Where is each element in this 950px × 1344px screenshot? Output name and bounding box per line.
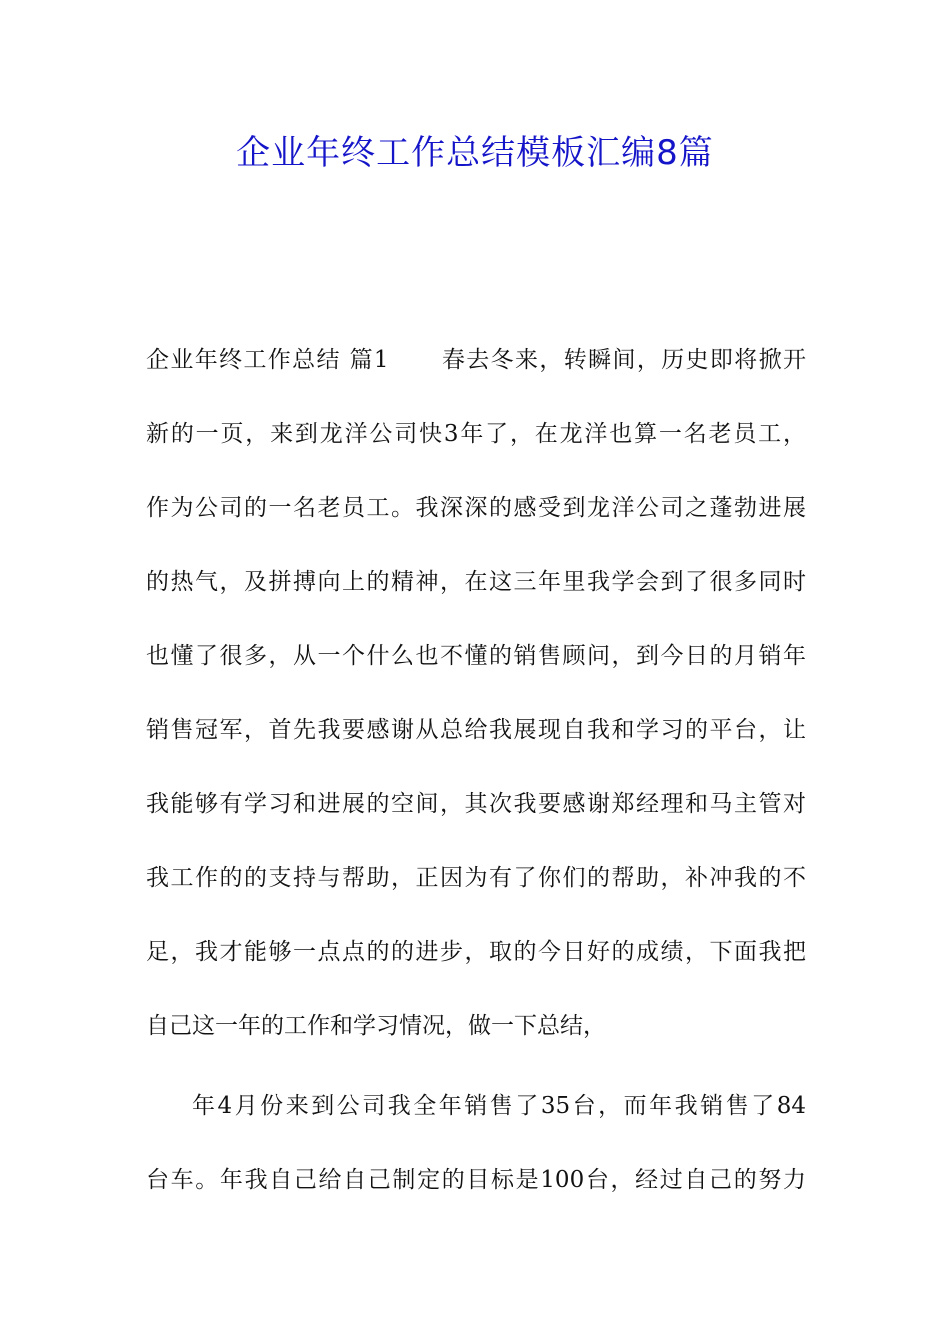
paragraph-line-9: 足，我才能够一点点的的进步，取的今日好的成绩，下面我把 bbox=[146, 939, 806, 965]
paragraph-line-8: 我工作的的支持与帮助，正因为有了你们的帮助，补冲我的不 bbox=[146, 865, 806, 891]
paragraph-line-6: 销售冠军，首先我要感谢从总给我展现自我和学习的平台，让 bbox=[146, 717, 806, 743]
paragraph-line-7: 我能够有学习和进展的空间，其次我要感谢郑经理和马主管对 bbox=[146, 791, 806, 817]
paragraph-line-5: 也懂了很多，从一个什么也不懂的销售顾问，到今日的月销年 bbox=[146, 643, 806, 669]
paragraph-line-1 bbox=[146, 340, 806, 380]
paragraph-line-3: 作为公司的一名老员工。我深深的感受到龙洋公司之蓬勃进展 bbox=[146, 495, 806, 521]
paragraph-text: 春去冬来，转瞬间，历史即将掀开 bbox=[440, 347, 807, 373]
paragraph-line-4: 的热气，及拼搏向上的精神，在这三年里我学会到了很多同时 bbox=[146, 569, 806, 595]
paragraph-line-2: 新的一页，来到龙洋公司快3年了，在龙洋也算一名老员工， bbox=[146, 421, 806, 447]
paragraph-line-10: 自己这一年的工作和学习情况，做一下总结， bbox=[146, 1013, 606, 1039]
section-heading: 企业年终工作总结 篇1 bbox=[146, 347, 389, 373]
paragraph-2-line-2: 台车。年我自己给自己制定的目标是100台，经过自己的努力 bbox=[146, 1167, 806, 1193]
paragraph-2-line-1: 年4月份来到公司我全年销售了35台，而年我销售了84 bbox=[192, 1093, 806, 1119]
document-title: 企业年终工作总结模板汇编8篇 bbox=[236, 133, 714, 173]
